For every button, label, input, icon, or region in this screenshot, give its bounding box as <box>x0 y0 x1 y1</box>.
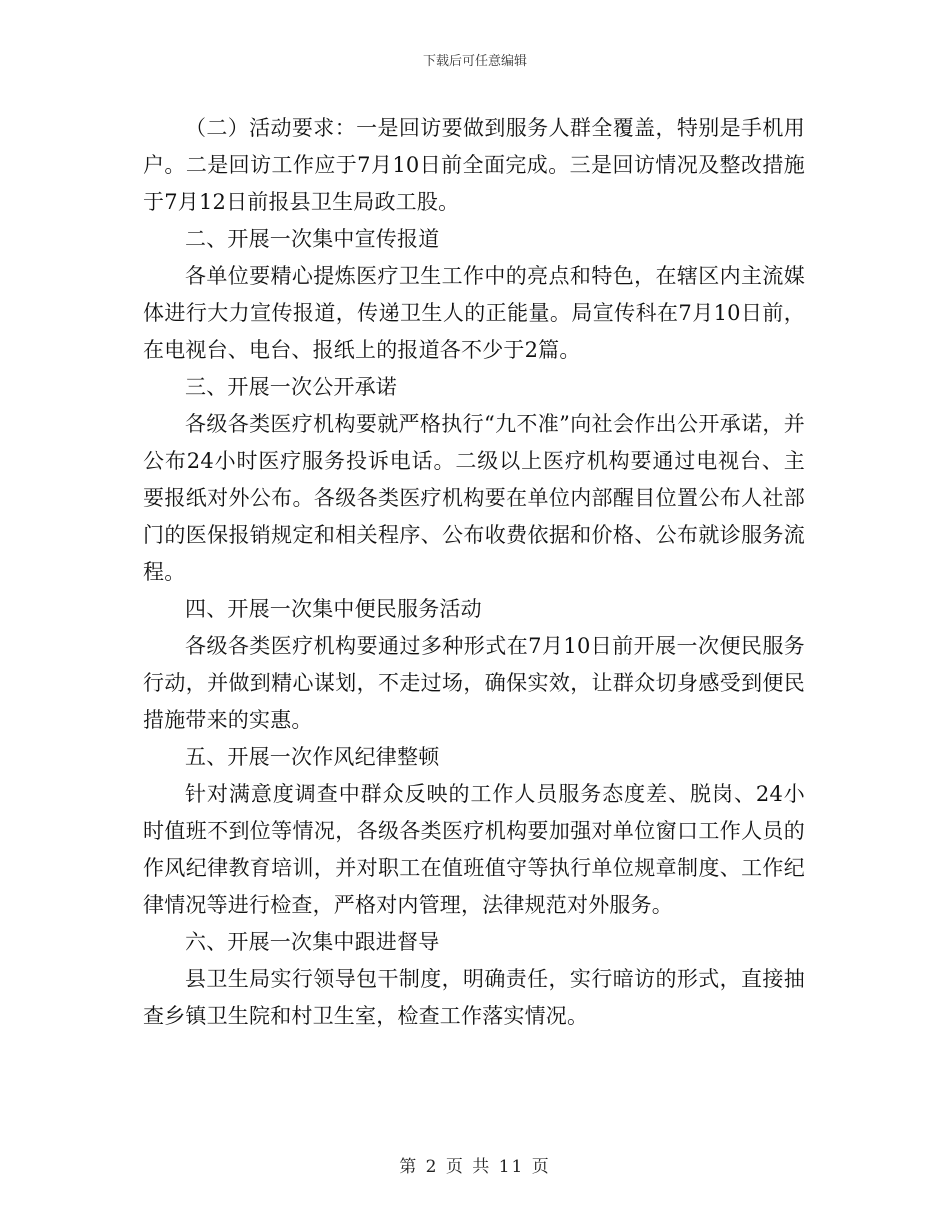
section-heading-2: 二、开展一次集中宣传报道 <box>185 227 440 251</box>
paragraph-publicity: 各单位要精心提炼医疗卫生工作中的亮点和特色，在辖区内主流媒体进行大力宣传报道，传递卫生人的正能量。局宣传科在7月10日前，在电视台、电台、报纸上的报道各不少于2篇。 <box>143 264 805 362</box>
section-heading-3: 三、开展一次公开承诺 <box>185 375 397 399</box>
paragraph-discipline: 针对满意度调查中群众反映的工作人员服务态度差、脱岗、24小时值班不到位等情况，各级各类医疗机构要加强对单位窗口工作人员的作风纪律教育培训，并对职工在值班值守等执行单位规章制度、工作纪律情况等进行检查，严格对内管理，法律规范对外服务。 <box>143 782 805 917</box>
paragraph-supervision: 县卫生局实行领导包干制度，明确责任，实行暗访的形式，直接抽查乡镇卫生院和村卫生室，检查工作落实情况。 <box>143 967 805 1028</box>
section-heading-6: 六、开展一次集中跟进督导 <box>185 930 440 954</box>
paragraph-activity-requirements: （二）活动要求：一是回访要做到服务人群全覆盖，特别是手机用户。二是回访工作应于7月10日前全面完成。三是回访情况及整改措施于7月12日前报县卫生局政工股。 <box>143 116 805 214</box>
paragraph-convenience-service: 各级各类医疗机构要通过多种形式在7月10日前开展一次便民服务行动，并做到精心谋划，不走过场，确保实效，让群众切身感受到便民措施带来的实惠。 <box>143 634 805 732</box>
document-body <box>143 110 805 1035</box>
section-heading-4: 四、开展一次集中便民服务活动 <box>185 597 482 621</box>
page-number-footer: 第 2 页 共 11 页 <box>399 1157 551 1177</box>
page-header-note: 下载后可任意编辑 <box>422 54 527 69</box>
section-heading-5: 五、开展一次作风纪律整顿 <box>185 745 440 769</box>
paragraph-public-commitment: 各级各类医疗机构要就严格执行“九不准”向社会作出公开承诺，并公布24小时医疗服务投诉电话。二级以上医疗机构要通过电视台、主要报纸对外公布。各级各类医疗机构要在单位内部醒目位置公布人社部门的医保报销规定和相关程序、公布收费依据和价格、公布就诊服务流程。 <box>143 412 805 584</box>
